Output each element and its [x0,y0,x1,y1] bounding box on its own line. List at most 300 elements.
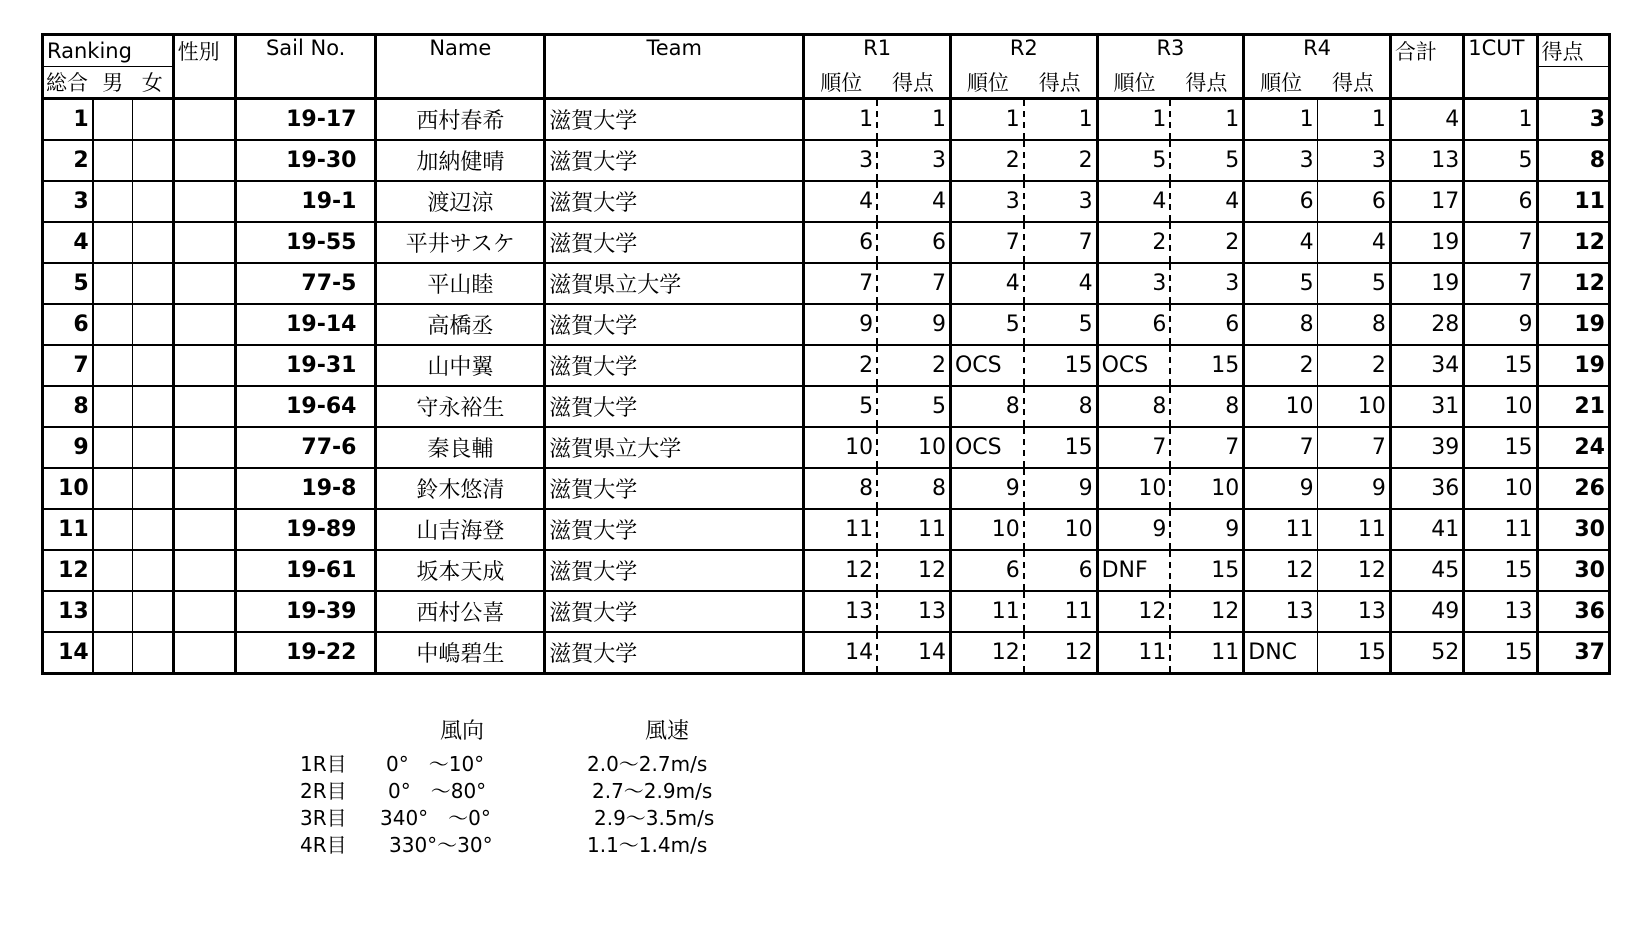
score-cell: 36 [1537,591,1609,632]
r4-position-cell: 4 [1244,222,1317,263]
female-cell [133,99,173,141]
table-row [43,263,1610,304]
name-cell: 坂本天成 [376,550,545,591]
female-cell [133,427,173,468]
cut-cell: 15 [1464,345,1537,386]
score-cell: 11 [1537,181,1609,222]
wind-race-label: 2R目 [300,779,347,803]
rank-cell: 7 [43,345,93,386]
r4-points-cell: 1 [1317,99,1390,141]
name-cell: 守永裕生 [376,386,545,427]
r3-points-cell: 4 [1170,181,1243,222]
cut-cell: 10 [1464,468,1537,509]
male-cell [93,304,133,345]
r2-points-cell: 9 [1024,468,1097,509]
total-cell: 34 [1390,345,1463,386]
team-cell: 滋賀大学 [545,386,804,427]
r1-position-cell: 4 [804,181,877,222]
r1-points-cell: 7 [877,263,950,304]
r2-points-cell: 6 [1024,550,1097,591]
rank-cell: 13 [43,591,93,632]
sail-no-header: Sail No. [235,35,376,99]
sail-no-cell: 19-39 [235,591,376,632]
r2-position-cell: 8 [950,386,1023,427]
total-cell: 19 [1390,222,1463,263]
cut-cell: 7 [1464,263,1537,304]
table-row [43,140,1610,181]
rank-cell: 14 [43,632,93,674]
r4-points-cell: 2 [1317,345,1390,386]
name-cell: 平井サスケ [376,222,545,263]
r4-header: R4 [1244,35,1391,67]
sail-no-cell: 19-17 [235,99,376,141]
r4-position-cell: 10 [1244,386,1317,427]
r3-position-cell: 12 [1097,591,1170,632]
score-cell: 24 [1537,427,1609,468]
total-header: 合計 [1390,35,1463,99]
gender-cell [173,550,235,591]
team-cell: 滋賀大学 [545,222,804,263]
gender-cell [173,591,235,632]
results-table [41,33,1611,675]
team-cell: 滋賀大学 [545,304,804,345]
sail-no-cell: 77-6 [235,427,376,468]
r2-points-cell: 4 [1024,263,1097,304]
r1-points-cell: 6 [877,222,950,263]
team-cell: 滋賀県立大学 [545,263,804,304]
table-row [43,509,1610,550]
r2-position-header: 順位 [950,67,1023,99]
name-cell: 高橋丞 [376,304,545,345]
table-row [43,304,1610,345]
ranking-header: Ranking [43,35,174,67]
r1-position-cell: 13 [804,591,877,632]
male-cell [93,591,133,632]
r4-position-cell: 12 [1244,550,1317,591]
male-cell [93,632,133,674]
r4-points-cell: 9 [1317,468,1390,509]
r2-points-cell: 12 [1024,632,1097,674]
r1-position-cell: 1 [804,99,877,141]
r2-points-cell: 2 [1024,140,1097,181]
cut-cell: 7 [1464,222,1537,263]
sail-no-cell: 19-55 [235,222,376,263]
r4-position-cell: 11 [1244,509,1317,550]
gender-cell [173,468,235,509]
r4-points-cell: 3 [1317,140,1390,181]
header-row-1 [43,35,1610,67]
score-cell: 12 [1537,263,1609,304]
r1-points-cell: 14 [877,632,950,674]
r4-points-cell: 5 [1317,263,1390,304]
wind-speed-value: 1.1～1.4m/s [587,833,708,857]
wind-speed-header: 風速 [645,719,690,744]
rank-cell: 8 [43,386,93,427]
rank-cell: 2 [43,140,93,181]
r1-points-cell: 9 [877,304,950,345]
total-cell: 41 [1390,509,1463,550]
sail-no-cell: 77-5 [235,263,376,304]
cut-cell: 15 [1464,632,1537,674]
gender-cell [173,386,235,427]
r1-points-header: 得点 [877,67,950,99]
r2-points-cell: 10 [1024,509,1097,550]
gender-cell [173,99,235,141]
sail-no-cell: 19-14 [235,304,376,345]
table-row [43,222,1610,263]
r3-position-cell: 2 [1097,222,1170,263]
r2-position-cell: 6 [950,550,1023,591]
r3-position-cell: 11 [1097,632,1170,674]
r3-points-cell: 9 [1170,509,1243,550]
cut-cell: 15 [1464,427,1537,468]
team-cell: 滋賀大学 [545,468,804,509]
score-cell: 21 [1537,386,1609,427]
table-row [43,550,1610,591]
r2-position-cell: 2 [950,140,1023,181]
r1-position-header: 順位 [804,67,877,99]
total-cell: 45 [1390,550,1463,591]
name-cell: 秦良輔 [376,427,545,468]
male-cell [93,468,133,509]
r3-position-cell: 3 [1097,263,1170,304]
r1-position-cell: 6 [804,222,877,263]
r2-position-cell: 3 [950,181,1023,222]
name-cell: 西村春希 [376,99,545,141]
male-cell [93,140,133,181]
wind-speed-value: 2.9～3.5m/s [594,806,715,830]
r4-position-cell: 7 [1244,427,1317,468]
table-row [43,468,1610,509]
rank-cell: 4 [43,222,93,263]
rank-cell: 3 [43,181,93,222]
female-cell [133,304,173,345]
team-cell: 滋賀県立大学 [545,427,804,468]
wind-direction-header: 風向 [440,719,485,744]
r2-header: R2 [950,35,1097,67]
r2-points-cell: 15 [1024,427,1097,468]
female-cell [133,550,173,591]
rank-cell: 9 [43,427,93,468]
r4-position-cell: 6 [1244,181,1317,222]
r4-points-cell: 12 [1317,550,1390,591]
sail-no-cell: 19-1 [235,181,376,222]
r4-points-cell: 11 [1317,509,1390,550]
cut-cell: 15 [1464,550,1537,591]
male-cell [93,386,133,427]
r1-points-cell: 13 [877,591,950,632]
score-header: 得点 [1537,35,1609,67]
r2-position-cell: 10 [950,509,1023,550]
gender-header: 性別 [173,35,235,99]
score-cell: 12 [1537,222,1609,263]
rank-cell: 5 [43,263,93,304]
female-cell [133,222,173,263]
cut-header: 1CUT [1464,35,1537,99]
r3-points-header: 得点 [1170,67,1243,99]
r1-header: R1 [804,35,951,67]
total-cell: 52 [1390,632,1463,674]
cut-cell: 5 [1464,140,1537,181]
r3-position-cell: 8 [1097,386,1170,427]
male-cell [93,550,133,591]
wind-speed-value: 2.0～2.7m/s [587,752,708,776]
r4-position-cell: DNC [1244,632,1317,674]
gender-cell [173,263,235,304]
r3-points-cell: 10 [1170,468,1243,509]
score-cell: 19 [1537,345,1609,386]
wind-direction-value: 0° ～80° [388,779,487,803]
r3-points-cell: 12 [1170,591,1243,632]
rank-cell: 12 [43,550,93,591]
name-cell: 山中翼 [376,345,545,386]
table-row [43,181,1610,222]
wind-direction-value: 330°～30° [389,833,493,857]
r3-points-cell: 2 [1170,222,1243,263]
table-row [43,345,1610,386]
r3-position-cell: DNF [1097,550,1170,591]
male-cell [93,345,133,386]
female-cell [133,591,173,632]
sail-no-cell: 19-64 [235,386,376,427]
r2-position-cell: 12 [950,632,1023,674]
r4-points-cell: 10 [1317,386,1390,427]
r2-points-cell: 15 [1024,345,1097,386]
male-cell [93,427,133,468]
r3-position-header: 順位 [1097,67,1170,99]
r4-position-cell: 9 [1244,468,1317,509]
r4-points-header: 得点 [1317,67,1390,99]
r3-points-cell: 11 [1170,632,1243,674]
r1-points-cell: 5 [877,386,950,427]
female-cell [133,632,173,674]
table-row [43,99,1610,141]
r3-points-cell: 15 [1170,550,1243,591]
sail-no-cell: 19-8 [235,468,376,509]
team-header: Team [545,35,804,99]
r1-position-cell: 9 [804,304,877,345]
gender-cell [173,181,235,222]
r2-position-cell: 4 [950,263,1023,304]
total-cell: 17 [1390,181,1463,222]
team-cell: 滋賀大学 [545,550,804,591]
table-row [43,591,1610,632]
score-cell: 30 [1537,550,1609,591]
r2-position-cell: 9 [950,468,1023,509]
r3-points-cell: 3 [1170,263,1243,304]
r3-position-cell: 5 [1097,140,1170,181]
wind-race-label: 4R目 [300,833,347,857]
gender-cell [173,140,235,181]
overall-header: 総合 [43,67,93,99]
team-cell: 滋賀大学 [545,181,804,222]
cut-cell: 11 [1464,509,1537,550]
total-cell: 28 [1390,304,1463,345]
total-cell: 19 [1390,263,1463,304]
total-cell: 13 [1390,140,1463,181]
female-cell [133,140,173,181]
r3-points-cell: 7 [1170,427,1243,468]
r4-points-cell: 15 [1317,632,1390,674]
r4-position-cell: 8 [1244,304,1317,345]
r1-position-cell: 12 [804,550,877,591]
r1-position-cell: 2 [804,345,877,386]
r4-position-cell: 3 [1244,140,1317,181]
team-cell: 滋賀大学 [545,591,804,632]
r1-position-cell: 7 [804,263,877,304]
cut-cell: 9 [1464,304,1537,345]
r1-position-cell: 3 [804,140,877,181]
r3-points-cell: 15 [1170,345,1243,386]
male-cell [93,509,133,550]
table-row [43,632,1610,674]
score-cell: 19 [1537,304,1609,345]
r2-position-cell: 1 [950,99,1023,141]
r4-points-cell: 8 [1317,304,1390,345]
r3-position-cell: OCS [1097,345,1170,386]
sail-no-cell: 19-89 [235,509,376,550]
r1-points-cell: 12 [877,550,950,591]
r2-points-cell: 1 [1024,99,1097,141]
r1-points-cell: 4 [877,181,950,222]
r3-points-cell: 1 [1170,99,1243,141]
r3-position-cell: 10 [1097,468,1170,509]
r2-position-cell: OCS [950,427,1023,468]
wind-race-label: 1R目 [300,752,347,776]
r1-points-cell: 8 [877,468,950,509]
r4-points-cell: 6 [1317,181,1390,222]
male-header: 男 [93,67,133,99]
total-cell: 39 [1390,427,1463,468]
name-cell: 加納健晴 [376,140,545,181]
female-cell [133,468,173,509]
r4-position-cell: 13 [1244,591,1317,632]
r4-position-cell: 1 [1244,99,1317,141]
r4-position-cell: 2 [1244,345,1317,386]
r1-position-cell: 8 [804,468,877,509]
team-cell: 滋賀大学 [545,509,804,550]
r3-position-cell: 7 [1097,427,1170,468]
male-cell [93,222,133,263]
r1-points-cell: 10 [877,427,950,468]
male-cell [93,99,133,141]
r1-points-cell: 2 [877,345,950,386]
score-cell: 37 [1537,632,1609,674]
cut-cell: 1 [1464,99,1537,141]
r2-points-cell: 3 [1024,181,1097,222]
gender-cell [173,304,235,345]
total-cell: 49 [1390,591,1463,632]
r3-header: R3 [1097,35,1244,67]
r2-position-cell: 11 [950,591,1023,632]
name-cell: 平山睦 [376,263,545,304]
r1-position-cell: 11 [804,509,877,550]
name-cell: 西村公喜 [376,591,545,632]
team-cell: 滋賀大学 [545,99,804,141]
wind-race-label: 3R目 [300,806,347,830]
r2-points-cell: 7 [1024,222,1097,263]
name-cell: 鈴木悠清 [376,468,545,509]
cut-cell: 13 [1464,591,1537,632]
female-cell [133,345,173,386]
table-row [43,386,1610,427]
sail-no-cell: 19-30 [235,140,376,181]
name-header: Name [376,35,545,99]
gender-cell [173,222,235,263]
r3-position-cell: 4 [1097,181,1170,222]
score-cell: 26 [1537,468,1609,509]
rank-cell: 10 [43,468,93,509]
r1-position-cell: 5 [804,386,877,427]
male-cell [93,181,133,222]
name-cell: 中嶋碧生 [376,632,545,674]
r3-points-cell: 8 [1170,386,1243,427]
female-header: 女 [133,67,173,99]
r3-points-cell: 5 [1170,140,1243,181]
cut-cell: 10 [1464,386,1537,427]
r2-position-cell: 7 [950,222,1023,263]
rank-cell: 1 [43,99,93,141]
wind-speed-value: 2.7～2.9m/s [592,779,713,803]
sail-no-cell: 19-22 [235,632,376,674]
sail-no-cell: 19-61 [235,550,376,591]
male-cell [93,263,133,304]
total-cell: 4 [1390,99,1463,141]
gender-cell [173,345,235,386]
score-header-blank [1537,67,1609,99]
name-cell: 山吉海登 [376,509,545,550]
r2-points-header: 得点 [1024,67,1097,99]
female-cell [133,509,173,550]
r1-position-cell: 10 [804,427,877,468]
score-cell: 30 [1537,509,1609,550]
wind-direction-value: 340° ～0° [380,806,491,830]
female-cell [133,263,173,304]
total-cell: 36 [1390,468,1463,509]
r2-points-cell: 5 [1024,304,1097,345]
total-cell: 31 [1390,386,1463,427]
r2-points-cell: 8 [1024,386,1097,427]
rank-cell: 11 [43,509,93,550]
results-body [43,99,1610,674]
r3-position-cell: 9 [1097,509,1170,550]
r3-position-cell: 6 [1097,304,1170,345]
team-cell: 滋賀大学 [545,345,804,386]
female-cell [133,386,173,427]
r1-points-cell: 3 [877,140,950,181]
table-row [43,427,1610,468]
r1-points-cell: 11 [877,509,950,550]
r2-points-cell: 11 [1024,591,1097,632]
r2-position-cell: OCS [950,345,1023,386]
r3-points-cell: 6 [1170,304,1243,345]
team-cell: 滋賀大学 [545,632,804,674]
gender-cell [173,632,235,674]
r4-points-cell: 7 [1317,427,1390,468]
r4-points-cell: 13 [1317,591,1390,632]
name-cell: 渡辺涼 [376,181,545,222]
gender-cell [173,427,235,468]
r1-position-cell: 14 [804,632,877,674]
sail-no-cell: 19-31 [235,345,376,386]
team-cell: 滋賀大学 [545,140,804,181]
score-cell: 8 [1537,140,1609,181]
r3-position-cell: 1 [1097,99,1170,141]
r1-points-cell: 1 [877,99,950,141]
r4-position-cell: 5 [1244,263,1317,304]
r4-position-header: 順位 [1244,67,1317,99]
gender-cell [173,509,235,550]
